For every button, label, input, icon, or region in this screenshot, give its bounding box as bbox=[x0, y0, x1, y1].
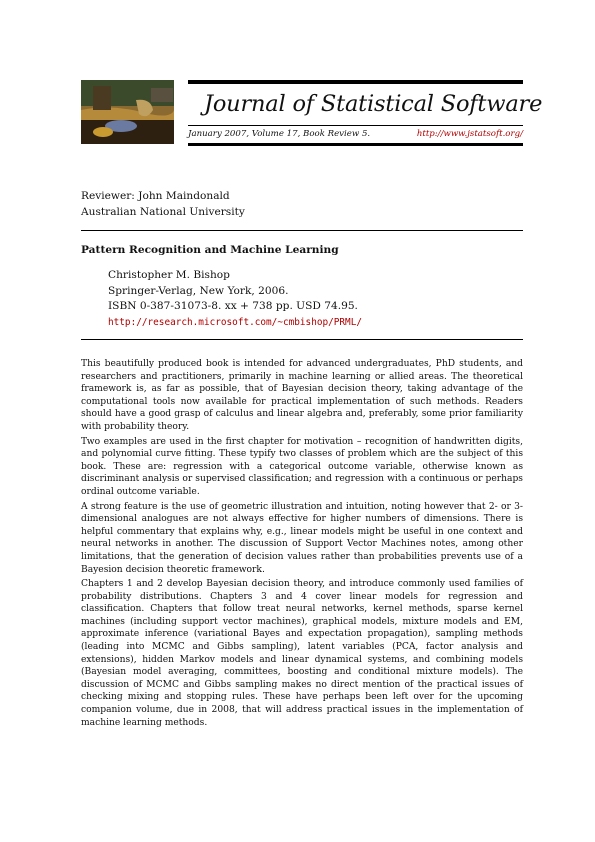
issue-line: January 2007, Volume 17, Book Review 5. bbox=[188, 129, 371, 139]
book-author: Christopher M. Bishop bbox=[108, 269, 230, 281]
review-body bbox=[81, 358, 523, 731]
divider-bottom bbox=[81, 339, 523, 340]
header-top-rule bbox=[188, 80, 523, 84]
reviewer-name: Reviewer: John Maindonald bbox=[81, 190, 230, 202]
reviewer-affiliation: Australian National University bbox=[81, 205, 245, 218]
reviewer-block bbox=[81, 189, 245, 220]
paragraph: Chapters 1 and 2 develop Bayesian decision theory, and introduce commonly used families of probability distributions. Chapters 3 and 4 cover linear models for regression and classification. Chapters that follow treat neural networks, kernel methods, sparse kernel machines (including support vector machines), graphical models, mixture models and EM, approximate inference (variational Bayes and expectation propagation), sampling methods (leading into MCMC and Gibbs sampling), latent variables (PCA, factor analysis and extensions), hidden Markov models and linear dynamical systems, and combining models (Bayesian model averaging, committees, boosting and conditional mixture models). The discussion of MCMC and Gibbs sampling makes no direct mention of the practical issues of checking mixing and stopping rules. These have perhaps been left over for the upcoming companion volume, due in 2008, that will address practical issues in the implementation of machine learning methods. bbox=[81, 579, 523, 728]
header-bottom-rule bbox=[188, 143, 523, 146]
journal-logo-image bbox=[81, 80, 174, 144]
paragraph: Two examples are used in the first chapter for motivation – recognition of handwritten digits, and polynomial curve fitting. These typify two classes of problem which are the subject of this book. These are: regression with a categorical outcome variable, otherwise known as discriminant analysis or supervised classification; and regression with a continuous or perhaps ordinal outcome variable. bbox=[81, 436, 523, 497]
journal-url-link[interactable]: http://www.jstatsoft.org/ bbox=[416, 129, 523, 139]
divider-top bbox=[81, 230, 523, 231]
book-isbn: ISBN 0-387-31073-8. xx + 738 pp. USD 74.95. bbox=[108, 300, 358, 312]
journal-title: Journal of Statistical Software bbox=[204, 91, 543, 117]
book-url-link[interactable]: http://research.microsoft.com/~cmbishop/PRML/ bbox=[108, 316, 362, 328]
book-publisher: Springer-Verlag, New York, 2006. bbox=[108, 284, 289, 297]
header-middle-rule bbox=[188, 125, 523, 126]
book-title: Pattern Recognition and Machine Learning bbox=[81, 244, 339, 256]
book-info bbox=[108, 268, 362, 330]
paragraph: This beautifully produced book is intended for advanced undergraduates, PhD students, and researchers and practitioners, primarily in machine learning or allied areas. The theoretical framework is, as far as possible, that of Bayesian decision theory, taking advantage of the computational tools now available for practical implementation of such methods. Readers should have a good grasp of calculus and linear algebra and, preferably, some prior familiarity with probability theory. bbox=[81, 359, 523, 432]
paragraph: A strong feature is the use of geometric illustration and intuition, noting however that 2- or 3-dimensional analogues are not always effective for higher numbers of dimensions. There is helpful commentary that explains why, e.g., linear models might be useful in one context and neural networks in another. The discussion of Support Vector Machines notes, among other limitations, that the generation of decision values rather than probabilities prevents use of a Bayesion decision theoretic framework. bbox=[81, 501, 523, 575]
